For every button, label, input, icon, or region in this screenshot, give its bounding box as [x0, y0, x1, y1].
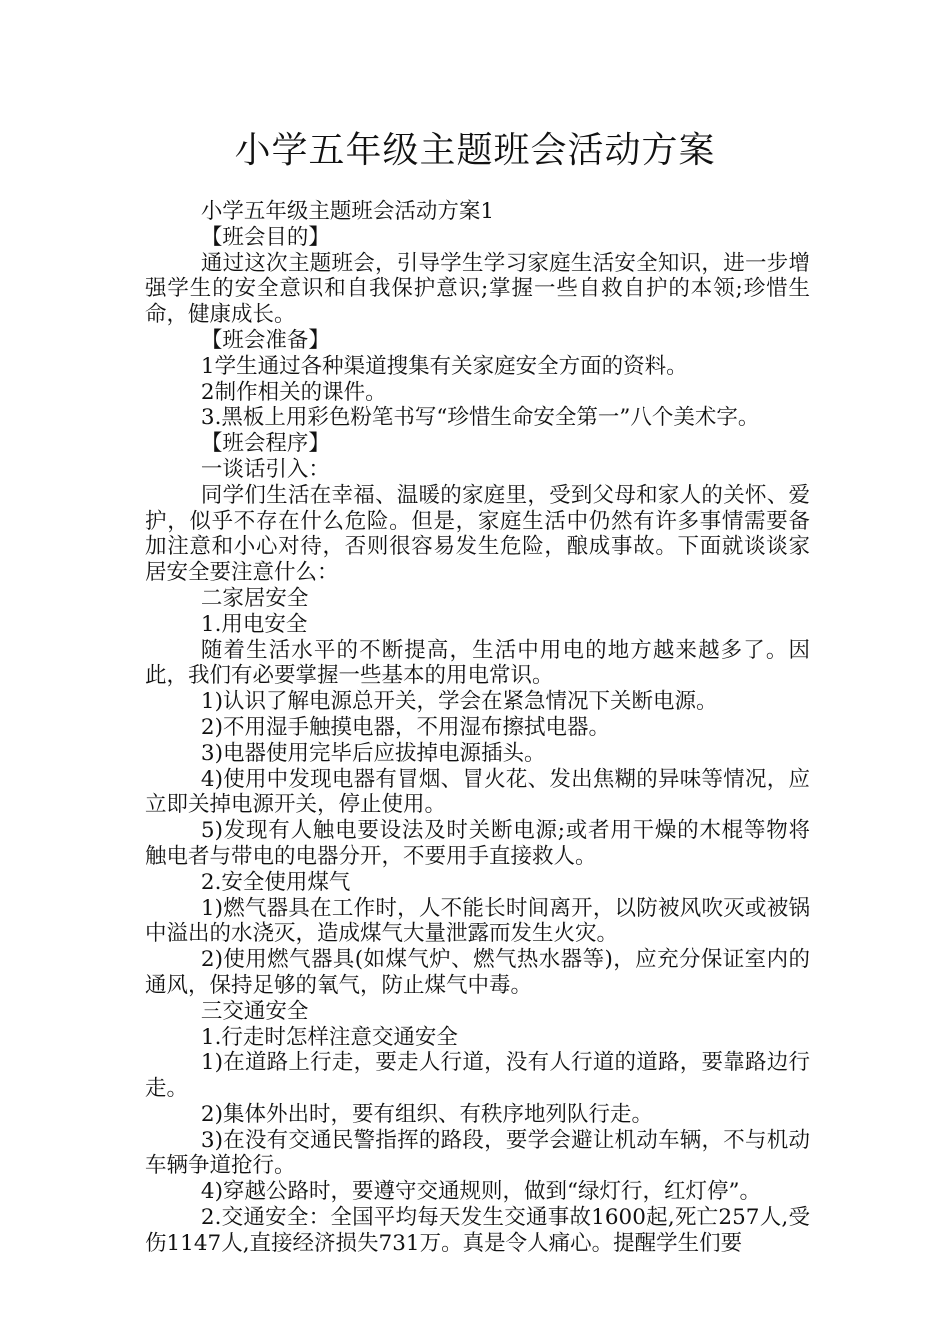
electric-item-4: 4)使用中发现电器有冒烟、冒火花、发出焦糊的异味等情况，应立即关掉电源开关，停止使用。 — [145, 766, 810, 818]
walking-safety-heading: 1.行走时怎样注意交通安全 — [200, 1024, 458, 1050]
document-title: 小学五年级主题班会活动方案 — [234, 130, 716, 171]
electric-item-2: 2)不用湿手触摸电器，不用湿布擦拭电器。 — [200, 714, 610, 740]
walking-item-1: 1)在道路上行走，要走人行道，没有人行道的道路，要靠路边行走。 — [145, 1050, 810, 1102]
walking-item-4: 4)穿越公路时，要遵守交通规则，做到“绿灯行，红灯停”。 — [200, 1179, 761, 1205]
section-procedure-heading: 【班会程序】 — [200, 431, 330, 457]
section-purpose-heading: 【班会目的】 — [200, 224, 330, 250]
electric-safety-paragraph: 随着生活水平的不断提高，生活中用电的地方越来越多了。因此，我们有必要掌握一些基本的用电常识。 — [145, 637, 810, 689]
electric-item-3: 3)电器使用完毕后应拔掉电源插头。 — [200, 740, 546, 766]
traffic-statistics-paragraph: 2.交通安全：全国平均每天发生交通事故1600起,死亡257人,受伤1147人,直接经济损失731万。真是令人痛心。提醒学生们要 — [145, 1205, 810, 1256]
preparation-item-3: 3.黑板上用彩色粉笔书写“珍惜生命安全第一”八个美术字。 — [200, 405, 760, 431]
home-safety-heading: 二家居安全 — [200, 585, 309, 611]
procedure-intro-paragraph: 同学们生活在幸福、温暖的家庭里，受到父母和家人的关怀、爱护，似乎不存在什么危险。但是，家庭生活中仍然有许多事情需要备加注意和小心对待，否则很容易发生危险，酿成事故。下面就谈谈家居安全要注意什么： — [145, 482, 810, 586]
gas-item-1: 1)燃气器具在工作时，人不能长时间离开，以防被风吹灭或被锅中溢出的水浇灭，造成煤气大量泄露而发生火灾。 — [145, 895, 810, 947]
electric-safety-heading: 1.用电安全 — [200, 611, 308, 637]
heading-plan-1: 小学五年级主题班会活动方案1 — [200, 199, 495, 224]
purpose-paragraph: 通过这次主题班会，引导学生学习家庭生活安全知识，进一步增强学生的安全意识和自我保护意识;掌握一些自救自护的本领;珍惜生命，健康成长。 — [145, 250, 810, 328]
document-body — [145, 199, 810, 1257]
walking-item-2: 2)集体外出时，要有组织、有秩序地列队行走。 — [200, 1101, 653, 1127]
walking-item-3: 3)在没有交通民警指挥的路段，要学会避让机动车辆，不与机动车辆争道抢行。 — [145, 1127, 810, 1179]
electric-item-1: 1)认识了解电源总开关，学会在紧急情况下关断电源。 — [200, 689, 718, 715]
preparation-item-2: 2制作相关的课件。 — [200, 379, 387, 405]
electric-item-5: 5)发现有人触电要设法及时关断电源;或者用干燥的木棍等物将触电者与带电的电器分开，不要用手直接救人。 — [145, 818, 810, 869]
section-preparation-heading: 【班会准备】 — [200, 327, 330, 353]
traffic-safety-heading: 三交通安全 — [200, 998, 309, 1024]
gas-item-2: 2)使用燃气器具(如煤气炉、燃气热水器等)，应充分保证室内的通风，保持足够的氧气，防止煤气中毒。 — [145, 947, 810, 998]
gas-safety-heading: 2.安全使用煤气 — [200, 869, 351, 895]
preparation-item-1: 1学生通过各种渠道搜集有关家庭安全方面的资料。 — [200, 353, 688, 379]
procedure-intro-heading: 一谈话引入： — [200, 456, 330, 482]
